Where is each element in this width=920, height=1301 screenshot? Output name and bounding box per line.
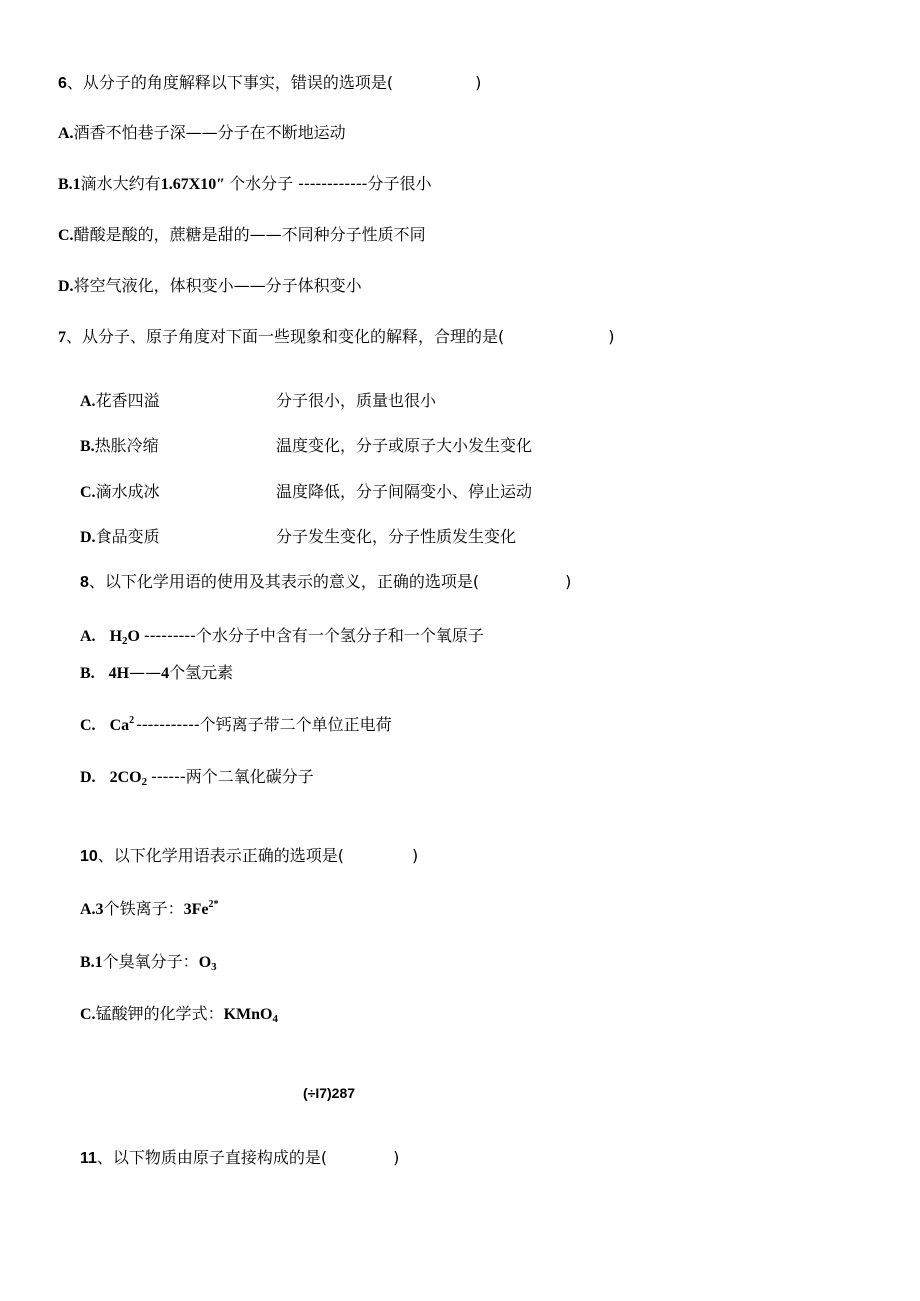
q10-stem-text: 、以下化学用语表示正确的选项是( [97, 846, 345, 865]
q6-option-c-letter: C. [58, 227, 74, 244]
q7-row-d [80, 527, 160, 548]
q7-row-d-phenomenon: 食品变质 [95, 527, 160, 546]
q10-option-a [80, 899, 218, 920]
q8-option-d-letter: D. [80, 769, 96, 786]
q8-option-a-formula-o: O [127, 628, 140, 645]
q6-stem-text: 、从分子的角度解释以下事实，错误的选项是( [66, 73, 394, 92]
q8-option-b [80, 663, 233, 684]
q8-option-a-formula-h: H [109, 628, 123, 645]
q6-option-b-text-a: 滴水大约有 [80, 174, 161, 193]
q10-option-b [80, 952, 217, 973]
q10-stem [80, 846, 418, 867]
q7-row-d-letter: D. [80, 529, 96, 546]
q10-option-a-letter: A.3 [80, 901, 104, 918]
q8-option-c-formula: Ca [109, 717, 130, 734]
q8-option-c [80, 715, 392, 736]
q7-row-a-explanation: 分子很小，质量也很小 [276, 391, 437, 410]
q6-option-d-letter: D. [58, 278, 74, 295]
q10-option-b-text: 个臭氧分子： [102, 952, 199, 971]
q6-close: ) [475, 73, 482, 92]
q8-option-a-text: ---------个水分子中含有一个氢分子和一个氧原子 [143, 626, 484, 645]
q7-row-b-letter: B. [80, 438, 95, 455]
q6-option-c-text: 醋酸是酸的，蔗糖是甜的——不同种分子性质不同 [73, 225, 426, 244]
q7-row-c-letter: C. [80, 484, 96, 501]
q8-option-c-text: -----------个钙离子带二个单位正电荷 [136, 715, 392, 734]
q10-number: 10 [80, 848, 98, 865]
q7-stem [58, 327, 615, 348]
q7-row-c-phenomenon: 滴水成冰 [95, 482, 160, 501]
q11-number: 11 [80, 1150, 97, 1167]
q11-stem-text: 、以下物质由原子直接构成的是( [96, 1148, 328, 1167]
q7-number: 7 [58, 329, 66, 346]
q8-option-b-formula: 4H [108, 665, 130, 682]
q8-option-d-text: ------两个二氧化碳分子 [151, 767, 314, 786]
q6-option-b-letter: B.1 [58, 176, 81, 193]
q10-option-c-subscript: 4 [272, 1013, 278, 1025]
q7-row-a-phenomenon: 花香四溢 [95, 391, 160, 410]
q10-option-a-formula: 3Fe [183, 901, 209, 918]
q10-close: ) [412, 846, 419, 865]
q7-row-b [80, 436, 159, 457]
q10-option-c-text: 锰酸钾的化学式： [95, 1004, 224, 1023]
q6-option-a [58, 123, 346, 144]
q8-option-d-subscript: 2 [141, 776, 148, 788]
q6-option-a-text: 酒香不怕巷子深——分子在不断地运动 [73, 123, 346, 142]
q8-option-a-letter: A. [80, 628, 96, 645]
q8-option-d [80, 767, 314, 788]
q10-option-c-letter: C. [80, 1006, 96, 1023]
q8-option-b-number: 4 [161, 665, 170, 682]
q7-row-a-letter: A. [80, 393, 96, 410]
q10-option-a-text: 个铁离子： [103, 899, 184, 918]
q7-close: ) [608, 327, 615, 346]
q10-option-b-subscript: 3 [211, 961, 217, 973]
q8-option-b-dash: —— [129, 663, 162, 682]
q7-row-a [80, 391, 160, 412]
q6-option-b-number: 1.67X10″ [160, 176, 226, 193]
q6-stem [58, 73, 481, 94]
q7-row-b-explanation: 温度变化，分子或原子大小发生变化 [276, 436, 533, 455]
q6-number: 6 [58, 75, 67, 92]
q7-row-b-phenomenon: 热胀冷缩 [94, 436, 159, 455]
atom-structure-label: (÷I7)287 [303, 1085, 356, 1101]
q8-number: 8 [80, 574, 89, 591]
q8-option-c-charge: 2 [129, 715, 135, 726]
q7-row-c [80, 482, 160, 503]
q8-stem-text: 、以下化学用语的使用及其表示的意义，正确的选项是( [88, 572, 480, 591]
q6-option-c [58, 225, 426, 246]
q11-stem [80, 1148, 399, 1169]
q7-row-d-explanation: 分子发生变化，分子性质发生变化 [276, 527, 517, 546]
q7-stem-text: 、从分子、原子角度对下面一些现象和变化的解释，合理的是( [66, 327, 505, 346]
q6-option-d-text: 将空气液化，体积变小——分子体积变小 [73, 276, 362, 295]
q6-option-b-text-b: 个水分子 ------------分子很小 [229, 174, 432, 193]
q7-row-c-explanation: 温度降低，分子间隔变小、停止运动 [276, 482, 533, 501]
q8-close: ) [565, 572, 572, 591]
q10-option-b-formula: O [198, 954, 212, 971]
q11-close: ) [393, 1148, 400, 1167]
q10-option-c-formula: KMnO [223, 1006, 273, 1023]
q8-option-b-text: 个氢元素 [169, 663, 234, 682]
q6-option-d [58, 276, 362, 297]
q8-stem [80, 572, 571, 593]
q8-option-a [80, 626, 484, 647]
q8-option-b-letter: B. [80, 665, 95, 682]
q10-option-a-charge: 2* [208, 899, 219, 910]
q8-option-a-formula-sub: 2 [122, 635, 128, 647]
q8-option-c-letter: C. [80, 717, 96, 734]
q10-option-c [80, 1004, 278, 1025]
q6-option-b [58, 174, 431, 195]
q10-option-b-letter: B.1 [80, 954, 103, 971]
q6-option-a-letter: A. [58, 125, 74, 142]
q8-option-d-formula: 2CO [109, 769, 142, 786]
